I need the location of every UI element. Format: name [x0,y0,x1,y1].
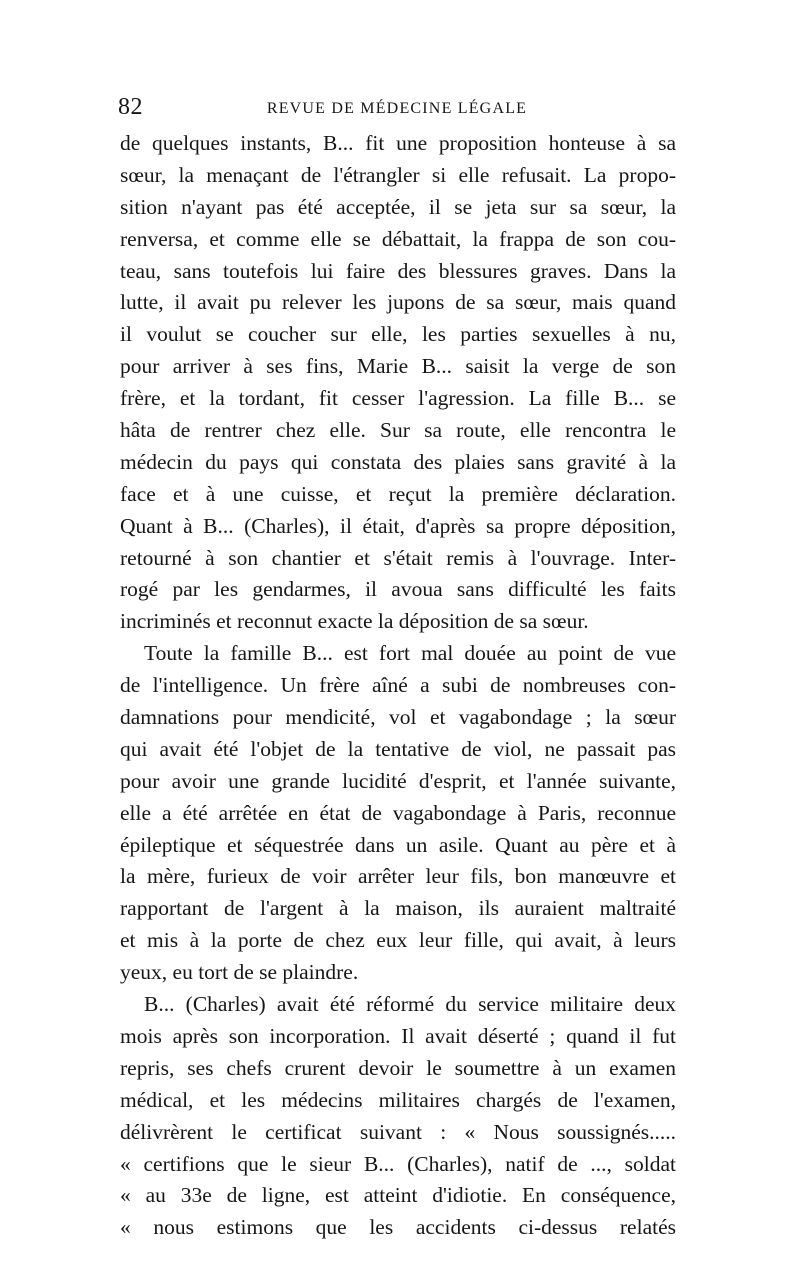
text-line: renversa, et comme elle se débattait, la frappa de son cou- [120,226,676,251]
text-line: rogé par les gendarmes, il avoua sans difficulté les faits [120,577,676,602]
text-line: lutte, il avait pu relever les jupons de sa sœur, mais quand [120,290,676,315]
text-line: épileptique et séquestrée dans un asile. Quant au père et à [120,832,676,857]
text-line: teau, sans toutefois lui faire des blessures graves. Dans la [120,258,676,283]
text-line: « certifions que le sieur B... (Charles), natif de ..., soldat [120,1151,676,1176]
text-line: Quant à B... (Charles), il était, d'après sa propre déposition, [120,513,676,538]
page-number: 82 [118,94,143,120]
text-line: de quelques instants, B... fit une proposition honteuse à sa [120,131,676,155]
text-line: il voulut se coucher sur elle, les parties sexuelles à nu, [120,322,676,347]
text-line: yeux, eu tort de se plaindre. [120,960,359,985]
text-line: sition n'ayant pas été acceptée, il se jeta sur sa sœur, la [120,194,676,219]
text-line: face et à une cuisse, et reçut la première déclaration. [120,481,676,506]
text-line: qui avait été l'objet de la tentative de viol, ne passait pas [120,736,676,761]
text-line: damnations pour mendicité, vol et vagabondage ; la sœur [120,705,676,730]
text-line: de l'intelligence. Un frère aîné a subi de nombreuses con- [120,673,676,698]
text-line: elle a été arrêtée en état de vagabondage à Paris, reconnue [120,800,676,825]
text-line: repris, ses chefs crurent devoir le soumettre à un examen [120,1055,676,1080]
text-line: « nous estimons que les accidents ci-dessus relatés [120,1215,676,1240]
text-line: délivrèrent le certificat suivant : « Nous soussignés..... [120,1119,676,1144]
text-line: Toute la famille B... est fort mal douée au point de vue [144,641,676,666]
text-line: B... (Charles) avait été réformé du service militaire deux [144,992,676,1017]
text-line: frère, et la tordant, fit cesser l'agression. La fille B... se [120,386,676,411]
text-line: incriminés et reconnut exacte la déposition de sa sœur. [120,609,589,634]
text-line: hâta de rentrer chez elle. Sur sa route, elle rencontra le [120,418,676,443]
text-line: retourné à son chantier et s'était remis à l'ouvrage. Inter- [120,545,676,570]
running-title: REVUE DE MÉDECINE LÉGALE [266,100,528,117]
text-line: pour avoir une grande lucidité d'esprit, et l'année suivante, [120,768,676,793]
text-line: et mis à la porte de chez eux leur fille, qui avait, à leurs [120,928,676,953]
text-line: mois après son incorporation. Il avait déserté ; quand il fut [120,1023,676,1048]
text-line: pour arriver à ses fins, Marie B... saisit la verge de son [120,354,676,379]
text-line: « au 33e de ligne, est atteint d'idiotie. En conséquence, [120,1183,676,1208]
page-header [118,94,676,124]
text-line: la mère, furieux de voir arrêter leur fils, bon manœuvre et [120,864,676,889]
body-text [120,128,676,1244]
text-line: médical, et les médecins militaires chargés de l'examen, [120,1087,676,1112]
text-line: sœur, la menaçant de l'étrangler si elle refusait. La propo- [120,162,676,187]
text-line: rapportant de l'argent à la maison, ils auraient maltraité [120,896,676,921]
text-line: médecin du pays qui constata des plaies sans gravité à la [120,449,676,474]
